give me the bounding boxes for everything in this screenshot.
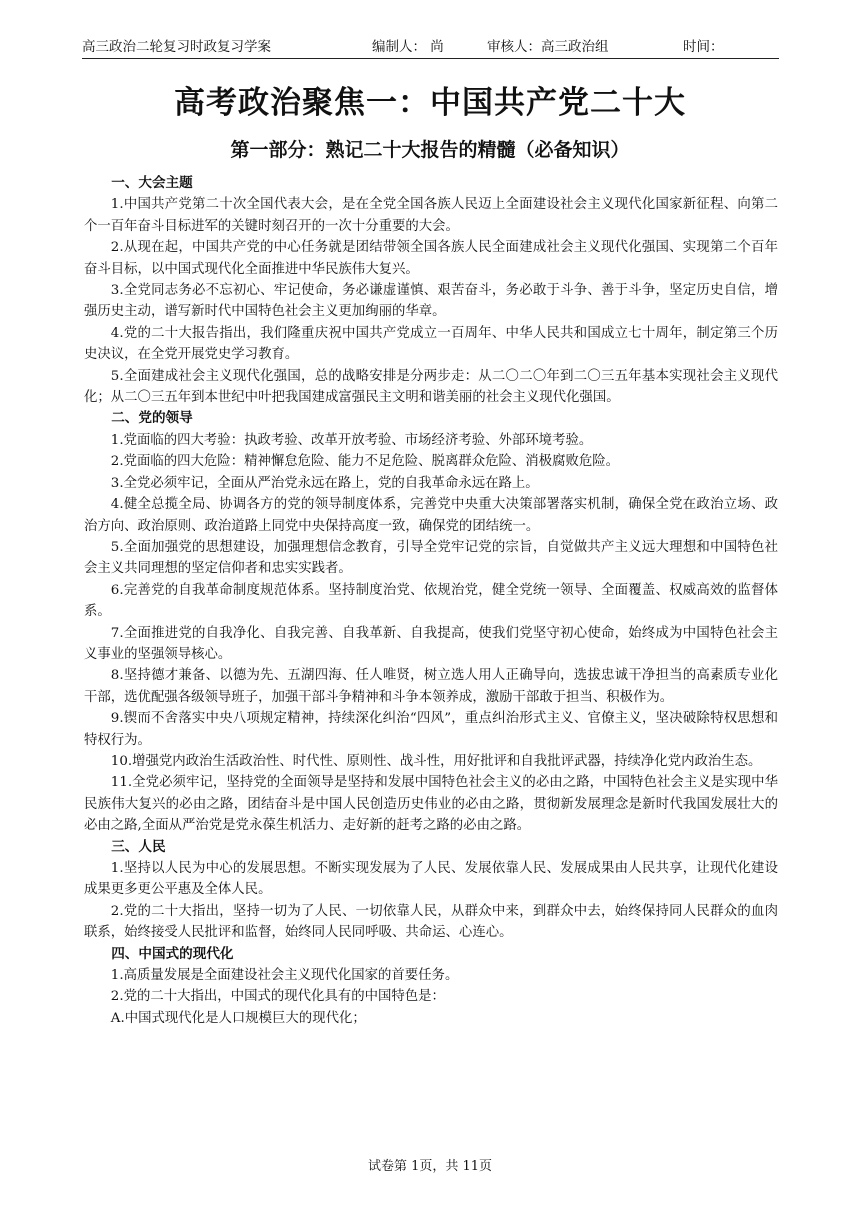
section-heading: 二、党的领导 <box>111 410 193 427</box>
section-item: 2.党的二十大指出，坚持一切为了人民、一切依靠人民，从群众中来，到群众中去，始终保持同人民群众的血肉联系，始终接受人民批评和监督，始终同人民同呼吸、共命运、心连心。 <box>84 903 778 941</box>
section-item: 3.全党必须牢记，全面从严治党永远在路上，党的自我革命永远在路上。 <box>110 475 539 491</box>
section-item: 1.高质量发展是全面建设社会主义现代化国家的首要任务。 <box>110 968 459 984</box>
section-item: 1.中国共产党第二十次全国代表大会，是在全党全国各族人民迈上全面建设社会主义现代化国家新征程、向第二个一百年奋斗目标进军的关键时刻召开的一次十分重要的大会。 <box>84 197 778 234</box>
section-item: 10.增强党内政治生活政治性、时代性、原则性、战斗性，用好批评和自我批评武器，持续净化党内政治生态。 <box>110 753 762 769</box>
section-item: 1.坚持以人民为中心的发展思想。不断实现发展为了人民、发展依靠人民、发展成果由人民共享，让现代化建设成果更多更公平惠及全体人民。 <box>84 861 778 898</box>
section-item: 3.全党同志务必不忘初心、牢记使命，务必谦虚谨慎、艰苦奋斗，务必敢于斗争、善于斗争，坚定历史自信，增强历史主动，谱写新时代中国特色社会主义更加绚丽的华章。 <box>84 283 778 320</box>
section-item: 11.全党必须牢记，坚持党的全面领导是坚持和发展中国特色社会主义的必由之路，中国特色社会主义是实现中华民族伟大复兴的必由之路，团结奋斗是中国人民创造历史伟业的必由之路，贯彻新发展理念是新时代我国发展壮大的必由之路,全面从严治党是党永葆生机活力、走好新的赶考之路的必由之路。 <box>84 775 778 834</box>
header-time: 时间： <box>683 39 724 55</box>
section-item: 8.坚持德才兼备、以德为先、五湖四海、任人唯贤，树立选人用人正确导向，选拔忠诚干净担当的高素质专业化干部，选优配强各级领导班子，加强干部斗争精神和斗争本领养成，激励干部敢于担当、积极作为。 <box>84 668 778 705</box>
section-item: A.中国式现代化是人口规模巨大的现代化； <box>110 1010 366 1026</box>
section-item: 2.党的二十大指出，中国式的现代化具有的中国特色是： <box>110 989 445 1005</box>
section-item: 5.全面建成社会主义现代化强国，总的战略安排是分两步走：从二〇二〇年到二〇三五年基本实现社会主义现代化；从二〇三五年到本世纪中叶把我国建成富强民主文明和谐美丽的社会主义现代化强国。 <box>84 368 778 406</box>
section-heading: 四、中国式的现代化 <box>111 945 234 962</box>
document-subtitle: 第一部分：熟记二十大报告的精髓（必备知识） <box>230 139 630 161</box>
page-header <box>82 36 779 59</box>
section-item: 1.党面临的四大考验：执政考验、改革开放考验、市场经济考验、外部环境考验。 <box>110 432 593 448</box>
section-heading: 一、大会主题 <box>111 175 193 191</box>
document-body <box>84 173 778 1029</box>
section-item: 7.全面推进党的自我净化、自我完善、自我革新、自我提高，使我们党坚守初心使命，始终成为中国特色社会主义事业的坚强领导核心。 <box>84 625 778 662</box>
header-editor: 编制人： 尚 <box>372 39 444 55</box>
section-item: 5.全面加强党的思想建设，加强理想信念教育，引导全党牢记党的宗旨，自觉做共产主义远大理想和中国特色社会主义共同理想的坚定信仰者和忠实实践者。 <box>84 539 778 577</box>
section-item: 4.党的二十大报告指出，我们隆重庆祝中国共产党成立一百周年、中华人民共和国成立七十周年，制定第三个历史决议，在全党开展党史学习教育。 <box>84 325 778 363</box>
header-course: 高三政治二轮复习时政复习学案 <box>82 39 271 55</box>
section-item: 2.从现在起，中国共产党的中心任务就是团结带领全国各族人民全面建成社会主义现代化强国、实现第二个百年奋斗目标，以中国式现代化全面推进中华民族伟大复兴。 <box>84 240 778 277</box>
document-title: 高考政治聚焦一：中国共产党二十大 <box>174 85 686 121</box>
section-item: 6.完善党的自我革命制度规范体系。坚持制度治党、依规治党，健全党统一领导、全面覆盖、权威高效的监督体系。 <box>84 582 778 620</box>
section-item: 9.锲而不舍落实中央八项规定精神，持续深化纠治“四风”，重点纠治形式主义、官僚主义，坚决破除特权思想和特权行为。 <box>84 711 778 748</box>
section-heading: 三、人民 <box>111 838 166 855</box>
section-item: 4.健全总揽全局、协调各方的党的领导制度体系，完善党中央重大决策部署落实机制，确保全党在政治立场、政治方向、政治原则、政治道路上同党中央保持高度一致，确保党的团结统一。 <box>84 497 778 534</box>
page-footer: 试卷第 1页，共 11页 <box>367 1159 493 1174</box>
section-item: 2.党面临的四大危险：精神懈怠危险、能力不足危险、脱离群众危险、消极腐败危险。 <box>110 454 620 470</box>
header-reviewer: 审核人：高三政治组 <box>487 39 609 55</box>
